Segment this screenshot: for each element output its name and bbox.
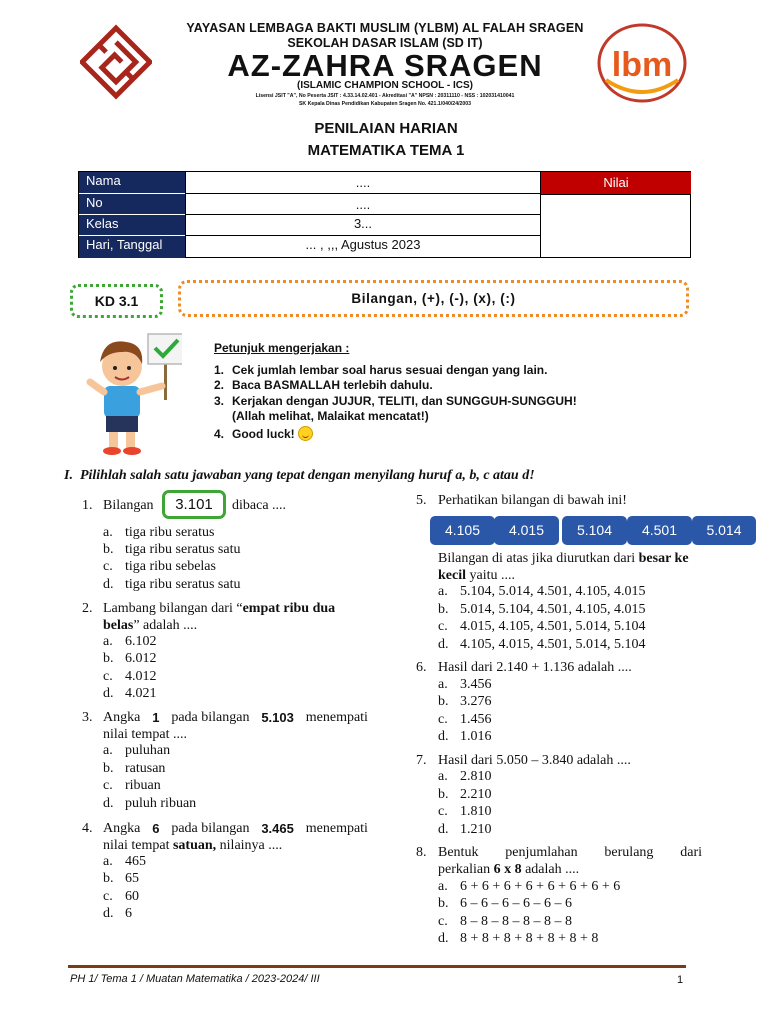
score-header: Nilai xyxy=(540,172,691,194)
option-b[interactable]: b. 2.210 xyxy=(438,787,492,802)
page-number: 1 xyxy=(677,974,684,986)
option-b[interactable]: b. 65 xyxy=(103,871,139,886)
field-number[interactable]: .... xyxy=(185,194,540,215)
instruction-item: (Allah melihat, Malaikat mencatat!) xyxy=(232,409,429,423)
license-line: Lisensi JSIT "A", No Peserta JSIT : 4.33.14.02.401 - Akreditasi "A" NPSN : 20311110 - NSS : 102031410041 xyxy=(255,93,515,99)
kd-topic: Bilangan, (+), (-), (x), (:) xyxy=(178,280,689,317)
option-c[interactable]: c. 1.456 xyxy=(438,712,492,727)
option-a[interactable]: a. tiga ribu seratus xyxy=(103,525,215,540)
option-a[interactable]: a. 5.104, 5.014, 4.501, 4.105, 4.015 xyxy=(438,584,646,599)
option-b[interactable]: b. 5.014, 5.104, 4.501, 4.105, 4.015 xyxy=(438,602,646,617)
field-name[interactable]: .... xyxy=(185,172,540,194)
school-name: AZ-ZAHRA SRAGEN xyxy=(227,48,543,83)
number-card: 4.015 xyxy=(494,516,559,545)
option-d[interactable]: d. 4.021 xyxy=(103,686,157,701)
instruction-item: 1. Cek jumlah lembar soal harus sesuai dengan yang lain. xyxy=(214,363,548,377)
score-box[interactable] xyxy=(540,194,691,258)
option-d[interactable]: d. 1.210 xyxy=(438,822,492,837)
label-date: Hari, Tanggal xyxy=(79,236,185,258)
student-identity-table xyxy=(78,171,691,258)
question-5-prompt-2: kecil yaitu .... xyxy=(438,568,515,583)
field-date[interactable]: ... , ,,, Agustus 2023 xyxy=(185,236,540,258)
option-c[interactable]: c. 8 – 8 – 8 – 8 – 8 – 8 xyxy=(438,914,572,929)
instruction-item: 2. Baca BASMALLAH terlebih dahulu. xyxy=(214,378,433,392)
section-heading: I. Pilihlah salah satu jawaban yang tepat dengan menyilang huruf a, b, c atau d! xyxy=(64,468,535,483)
option-a[interactable]: a. 3.456 xyxy=(438,677,492,692)
footer-text: PH 1/ Tema 1 / Muatan Matematika / 2023-2024/ III xyxy=(70,973,320,985)
kd-badge: KD 3.1 xyxy=(70,284,163,318)
option-c[interactable]: c. 60 xyxy=(103,889,139,904)
instruction-item: 4. Good luck! xyxy=(214,426,313,441)
school-emblem-logo xyxy=(80,22,152,102)
option-b[interactable]: b. 6 – 6 – 6 – 6 – 6 – 6 xyxy=(438,896,572,911)
instructions-heading: Petunjuk mengerjakan : xyxy=(214,341,350,355)
number-card: 4.105 xyxy=(430,516,495,545)
school-type: SEKOLAH DASAR ISLAM (SD IT) xyxy=(287,36,483,50)
label-number: No xyxy=(79,194,185,215)
boy-holding-checkmark-sign-illustration xyxy=(82,330,182,458)
label-class: Kelas xyxy=(79,215,185,236)
label-name: Nama xyxy=(79,172,185,194)
number-highlight-box: 3.101 xyxy=(162,490,226,519)
option-d[interactable]: d. 4.105, 4.015, 4.501, 5.014, 5.104 xyxy=(438,637,646,652)
instruction-item: 3. Kerjakan dengan JUJUR, TELITI, dan SUNGGUH-SUNGGUH! xyxy=(214,394,577,408)
option-a[interactable]: a. 2.810 xyxy=(438,769,492,784)
exam-subject: MATEMATIKA TEMA 1 xyxy=(307,142,465,159)
number-card: 4.501 xyxy=(627,516,692,545)
option-b[interactable]: b. 6.012 xyxy=(103,651,157,666)
option-c[interactable]: c. 4.012 xyxy=(103,669,157,684)
ylbm-logo-wordmark: lbm xyxy=(611,46,673,84)
exam-title: PENILAIAN HARIAN xyxy=(314,120,458,137)
option-d[interactable]: d. tiga ribu seratus satu xyxy=(103,577,241,592)
option-b[interactable]: b. ratusan xyxy=(103,761,166,776)
option-b[interactable]: b. tiga ribu seratus satu xyxy=(103,542,241,557)
footer-divider xyxy=(68,965,686,968)
school-tagline: (ISLAMIC CHAMPION SCHOOL - ICS) xyxy=(297,80,473,91)
number-card: 5.014 xyxy=(692,516,756,545)
option-d[interactable]: d. 1.016 xyxy=(438,729,492,744)
option-c[interactable]: c. 4.015, 4.105, 4.501, 5.014, 5.104 xyxy=(438,619,646,634)
option-d[interactable]: d. puluh ribuan xyxy=(103,796,197,811)
option-a[interactable]: a. 465 xyxy=(103,854,146,869)
option-a[interactable]: a. puluhan xyxy=(103,743,171,758)
option-d[interactable]: d. 8 + 8 + 8 + 8 + 8 + 8 + 8 xyxy=(438,931,599,946)
decree-line: SK Kepala Dinas Pendidikan Kabupaten Sragen No. 421.1/040/24/2003 xyxy=(298,101,472,107)
option-a[interactable]: a. 6 + 6 + 6 + 6 + 6 + 6 + 6 + 6 xyxy=(438,879,621,894)
number-card: 5.104 xyxy=(562,516,627,545)
option-b[interactable]: b. 3.276 xyxy=(438,694,492,709)
question-5-prompt: Bilangan di atas jika diurutkan dari besar ke xyxy=(438,551,689,566)
option-c[interactable]: c. tiga ribu sebelas xyxy=(103,559,216,574)
field-class[interactable]: 3... xyxy=(185,215,540,236)
ylbm-logo xyxy=(596,22,688,104)
option-c[interactable]: c. 1.810 xyxy=(438,804,492,819)
option-d[interactable]: d. 6 xyxy=(103,906,132,921)
option-a[interactable]: a. 6.102 xyxy=(103,634,157,649)
smiley-emoji-icon xyxy=(298,426,313,441)
foundation-name: YAYASAN LEMBAGA BAKTI MUSLIM (YLBM) AL FALAH SRAGEN xyxy=(186,21,584,35)
option-c[interactable]: c. ribuan xyxy=(103,778,161,793)
